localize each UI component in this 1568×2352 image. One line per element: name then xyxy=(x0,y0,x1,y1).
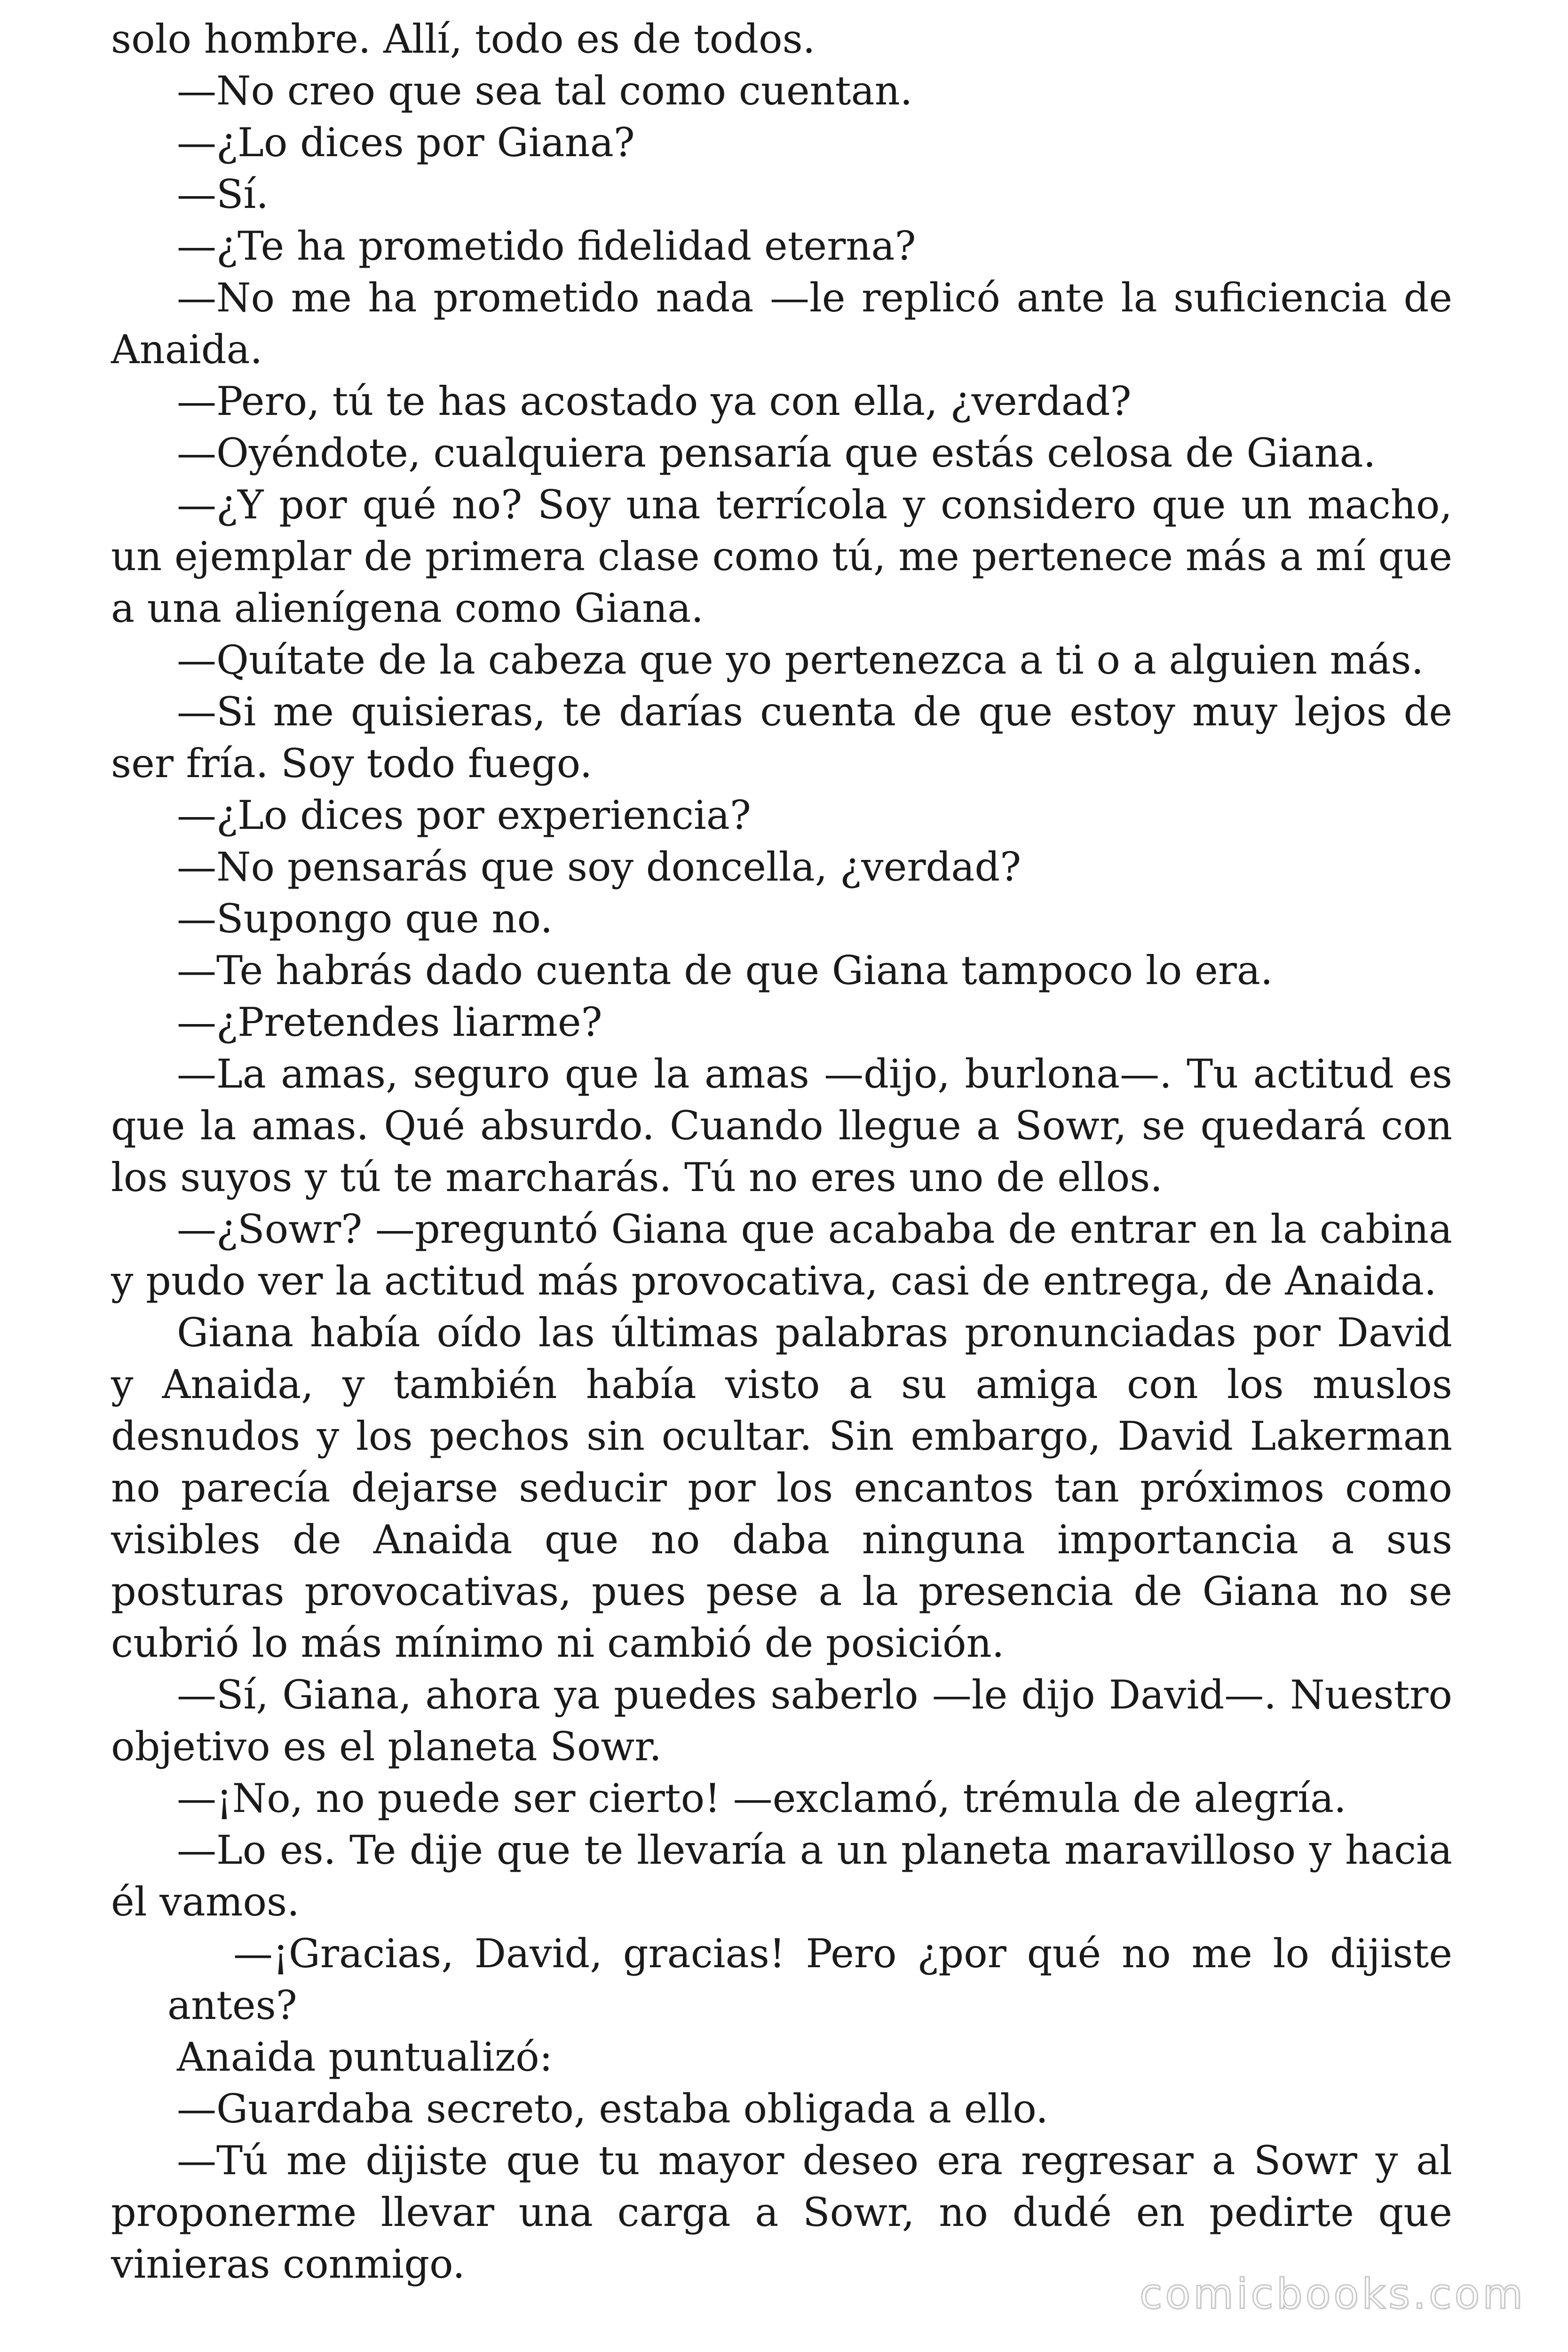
paragraph: —Pero, tú te has acostado ya con ella, ¿verdad? xyxy=(177,378,1132,424)
paragraph: —Sí, Giana, ahora ya puedes saberlo —le dijo David—. Nuestro objetivo es el planeta Sowr. xyxy=(111,1672,1452,1770)
paragraph: —¡Gracias, David, gracias! Pero ¿por qué no me lo dijiste antes? xyxy=(167,1931,1452,2028)
paragraph: —No pensarás que soy doncella, ¿verdad? xyxy=(177,844,1022,890)
paragraph: —No me ha prometido nada —le replicó ante la suficiencia de Anaida. xyxy=(111,275,1452,373)
paragraph: —¿Y por qué no? Soy una terrícola y considero que un macho, un ejemplar de primera clase como tú, me pertenece más a mí que a una alienígena como Giana. xyxy=(111,482,1452,631)
paragraph: —Guardaba secreto, estaba obligada a ello. xyxy=(177,2086,1049,2132)
paragraph: —¿Te ha prometido fidelidad eterna? xyxy=(177,223,916,269)
paragraph: —¿Lo dices por experiencia? xyxy=(177,792,751,838)
paragraph: —No creo que sea tal como cuentan. xyxy=(177,68,913,114)
page-body xyxy=(111,13,1452,2290)
paragraph: —¿Sowr? —preguntó Giana que acababa de entrar en la cabina y pudo ver la actitud más provocativa, casi de entrega, de Anaida. xyxy=(111,1206,1452,1304)
paragraph: —Sí. xyxy=(177,171,269,217)
paragraph: —¿Lo dices por Giana? xyxy=(177,119,635,166)
watermark: comicbooks.com xyxy=(1139,2270,1526,2318)
paragraph: —¡No, no puede ser cierto! —exclamó, trémula de alegría. xyxy=(177,1775,1346,1821)
paragraph: Anaida puntualizó: xyxy=(177,2034,553,2080)
paragraph: —Tú me dijiste que tu mayor deseo era regresar a Sowr y al proponerme llevar una carga a Sowr, no dudé en pedirte que vinieras conmigo. xyxy=(111,2137,1452,2287)
paragraph: solo hombre. Allí, todo es de todos. xyxy=(111,16,816,62)
paragraph: —¿Pretendes liarme? xyxy=(177,999,602,1045)
paragraph: —Quítate de la cabeza que yo pertenezca a ti o a alguien más. xyxy=(177,637,1424,683)
paragraph: —Si me quisieras, te darías cuenta de que estoy muy lejos de ser fría. Soy todo fuego. xyxy=(111,689,1452,787)
paragraph: —Oyéndote, cualquiera pensaría que estás celosa de Giana. xyxy=(177,430,1376,476)
paragraph: —Te habrás dado cuenta de que Giana tampoco lo era. xyxy=(177,947,1273,993)
paragraph: Giana había oído las últimas palabras pronunciadas por David y Anaida, y también había visto a su amiga con los muslos desnudos y los pechos sin ocultar. Sin embargo, David Lakerman no parecía dejarse seducir por los encantos tan próximos como visibles de Anaida que no daba ninguna importancia a sus posturas provocativas, pues pese a la presencia de Giana no se cubrió lo más mínimo ni cambió de posición. xyxy=(111,1310,1452,1666)
paragraph: —Lo es. Te dije que te llevaría a un planeta maravilloso y hacia él vamos. xyxy=(111,1827,1452,1925)
paragraph: —La amas, seguro que la amas —dijo, burlona—. Tu actitud es que la amas. Qué absurdo. Cuando llegue a Sowr, se quedará con los suyos y tú te marcharás. Tú no eres uno de ellos. xyxy=(111,1051,1452,1200)
paragraph: —Supongo que no. xyxy=(177,896,553,942)
